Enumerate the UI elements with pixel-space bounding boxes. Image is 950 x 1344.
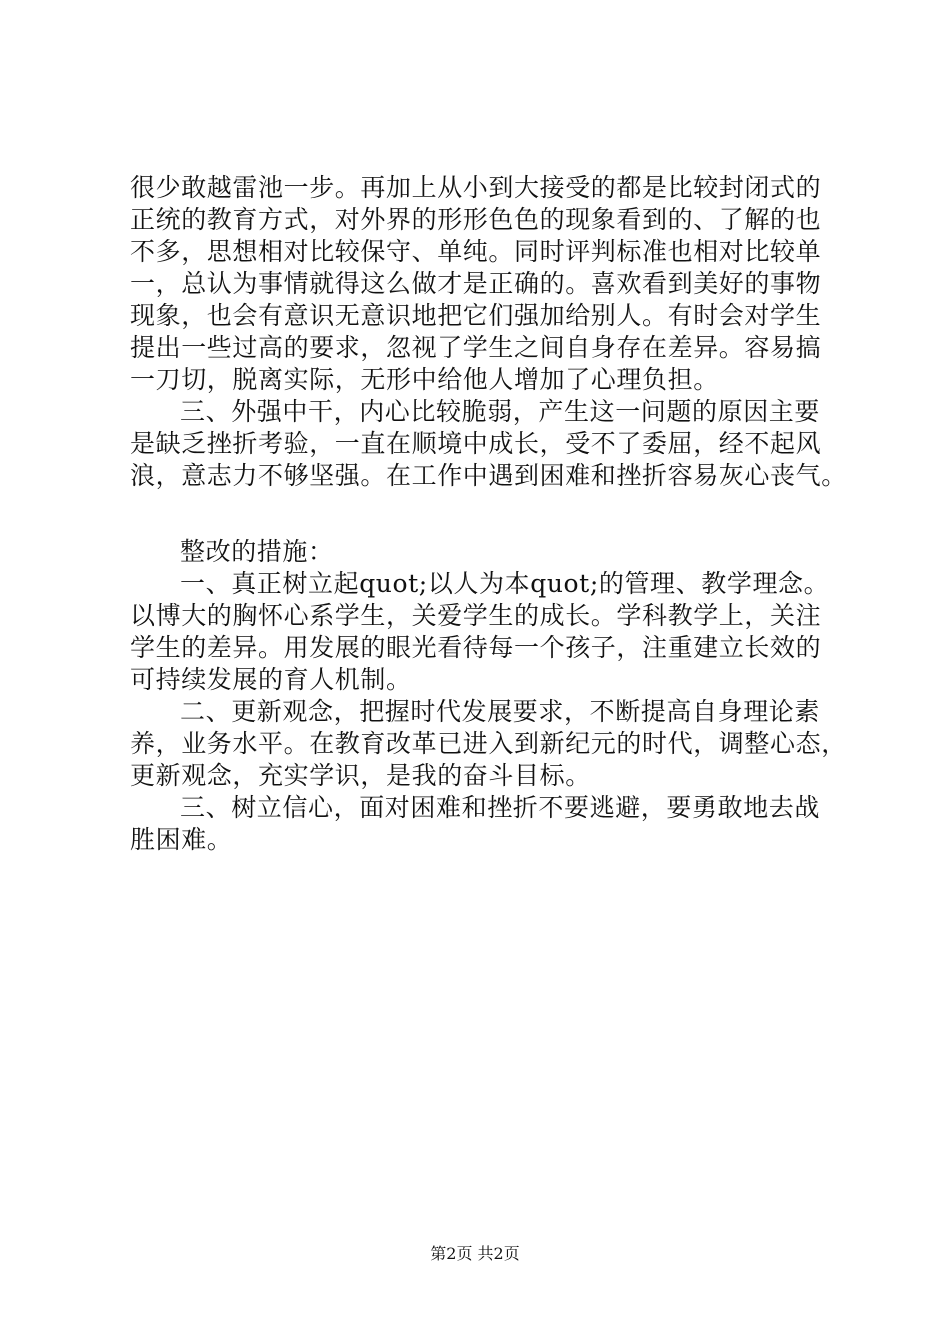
text-line: 正统的教育方式，对外界的形形色色的现象看到的、了解的也 — [130, 205, 822, 234]
measure-item-1 — [130, 568, 850, 696]
paragraph-spacer — [130, 492, 850, 536]
page-footer — [0, 1244, 950, 1264]
text-line: 养，业务水平。在教育改革已进入到新纪元的时代，调整心态， — [130, 729, 847, 758]
text-line: 三、外强中干，内心比较脆弱，产生这一问题的原因主要 — [180, 397, 821, 426]
text-line: 提出一些过高的要求，忽视了学生之间自身存在差异。容易搞 — [130, 333, 822, 362]
paragraph-self-analysis-continued — [130, 172, 850, 396]
text-line: 更新观念，充实学识，是我的奋斗目标。 — [130, 761, 591, 790]
text-line: 二、更新观念，把握时代发展要求，不断提高自身理论素 — [180, 697, 821, 726]
document-body — [130, 172, 850, 856]
text-line: 学生的差异。用发展的眼光看待每一个孩子，注重建立长效的 — [130, 633, 822, 662]
section-measures — [130, 536, 850, 856]
text-line: 胜困难。 — [130, 825, 233, 854]
text-line: 浪，意志力不够坚强。在工作中遇到困难和挫折容易灰心丧气。 — [130, 461, 847, 490]
text-line: 是缺乏挫折考验，一直在顺境中成长，受不了委屈，经不起风 — [130, 429, 822, 458]
text-line: 一、真正树立起quot;以人为本quot;的管理、教学理念。 — [180, 569, 830, 598]
text-line: 很少敢越雷池一步。再加上从小到大接受的都是比较封闭式的 — [130, 173, 822, 202]
paragraph-point-three — [130, 396, 850, 492]
section-heading: 整改的措施： — [180, 537, 334, 566]
text-line: 一，总认为事情就得这么做才是正确的。喜欢看到美好的事物 — [130, 269, 822, 298]
text-line: 可持续发展的育人机制。 — [130, 665, 412, 694]
measure-item-2 — [130, 696, 850, 792]
text-line: 不多，思想相对比较保守、单纯。同时评判标准也相对比较单 — [130, 237, 822, 266]
text-line: 三、树立信心，面对困难和挫折不要逃避，要勇敢地去战 — [180, 793, 821, 822]
text-line: 一刀切，脱离实际，无形中给他人增加了心理负担。 — [130, 365, 719, 394]
measure-item-3 — [130, 792, 850, 856]
page-number-label: 第2页 共2页 — [430, 1244, 520, 1263]
text-line: 现象，也会有意识无意识地把它们强加给别人。有时会对学生 — [130, 301, 822, 330]
text-line: 以博大的胸怀心系学生，关爱学生的成长。学科教学上，关注 — [130, 601, 822, 630]
